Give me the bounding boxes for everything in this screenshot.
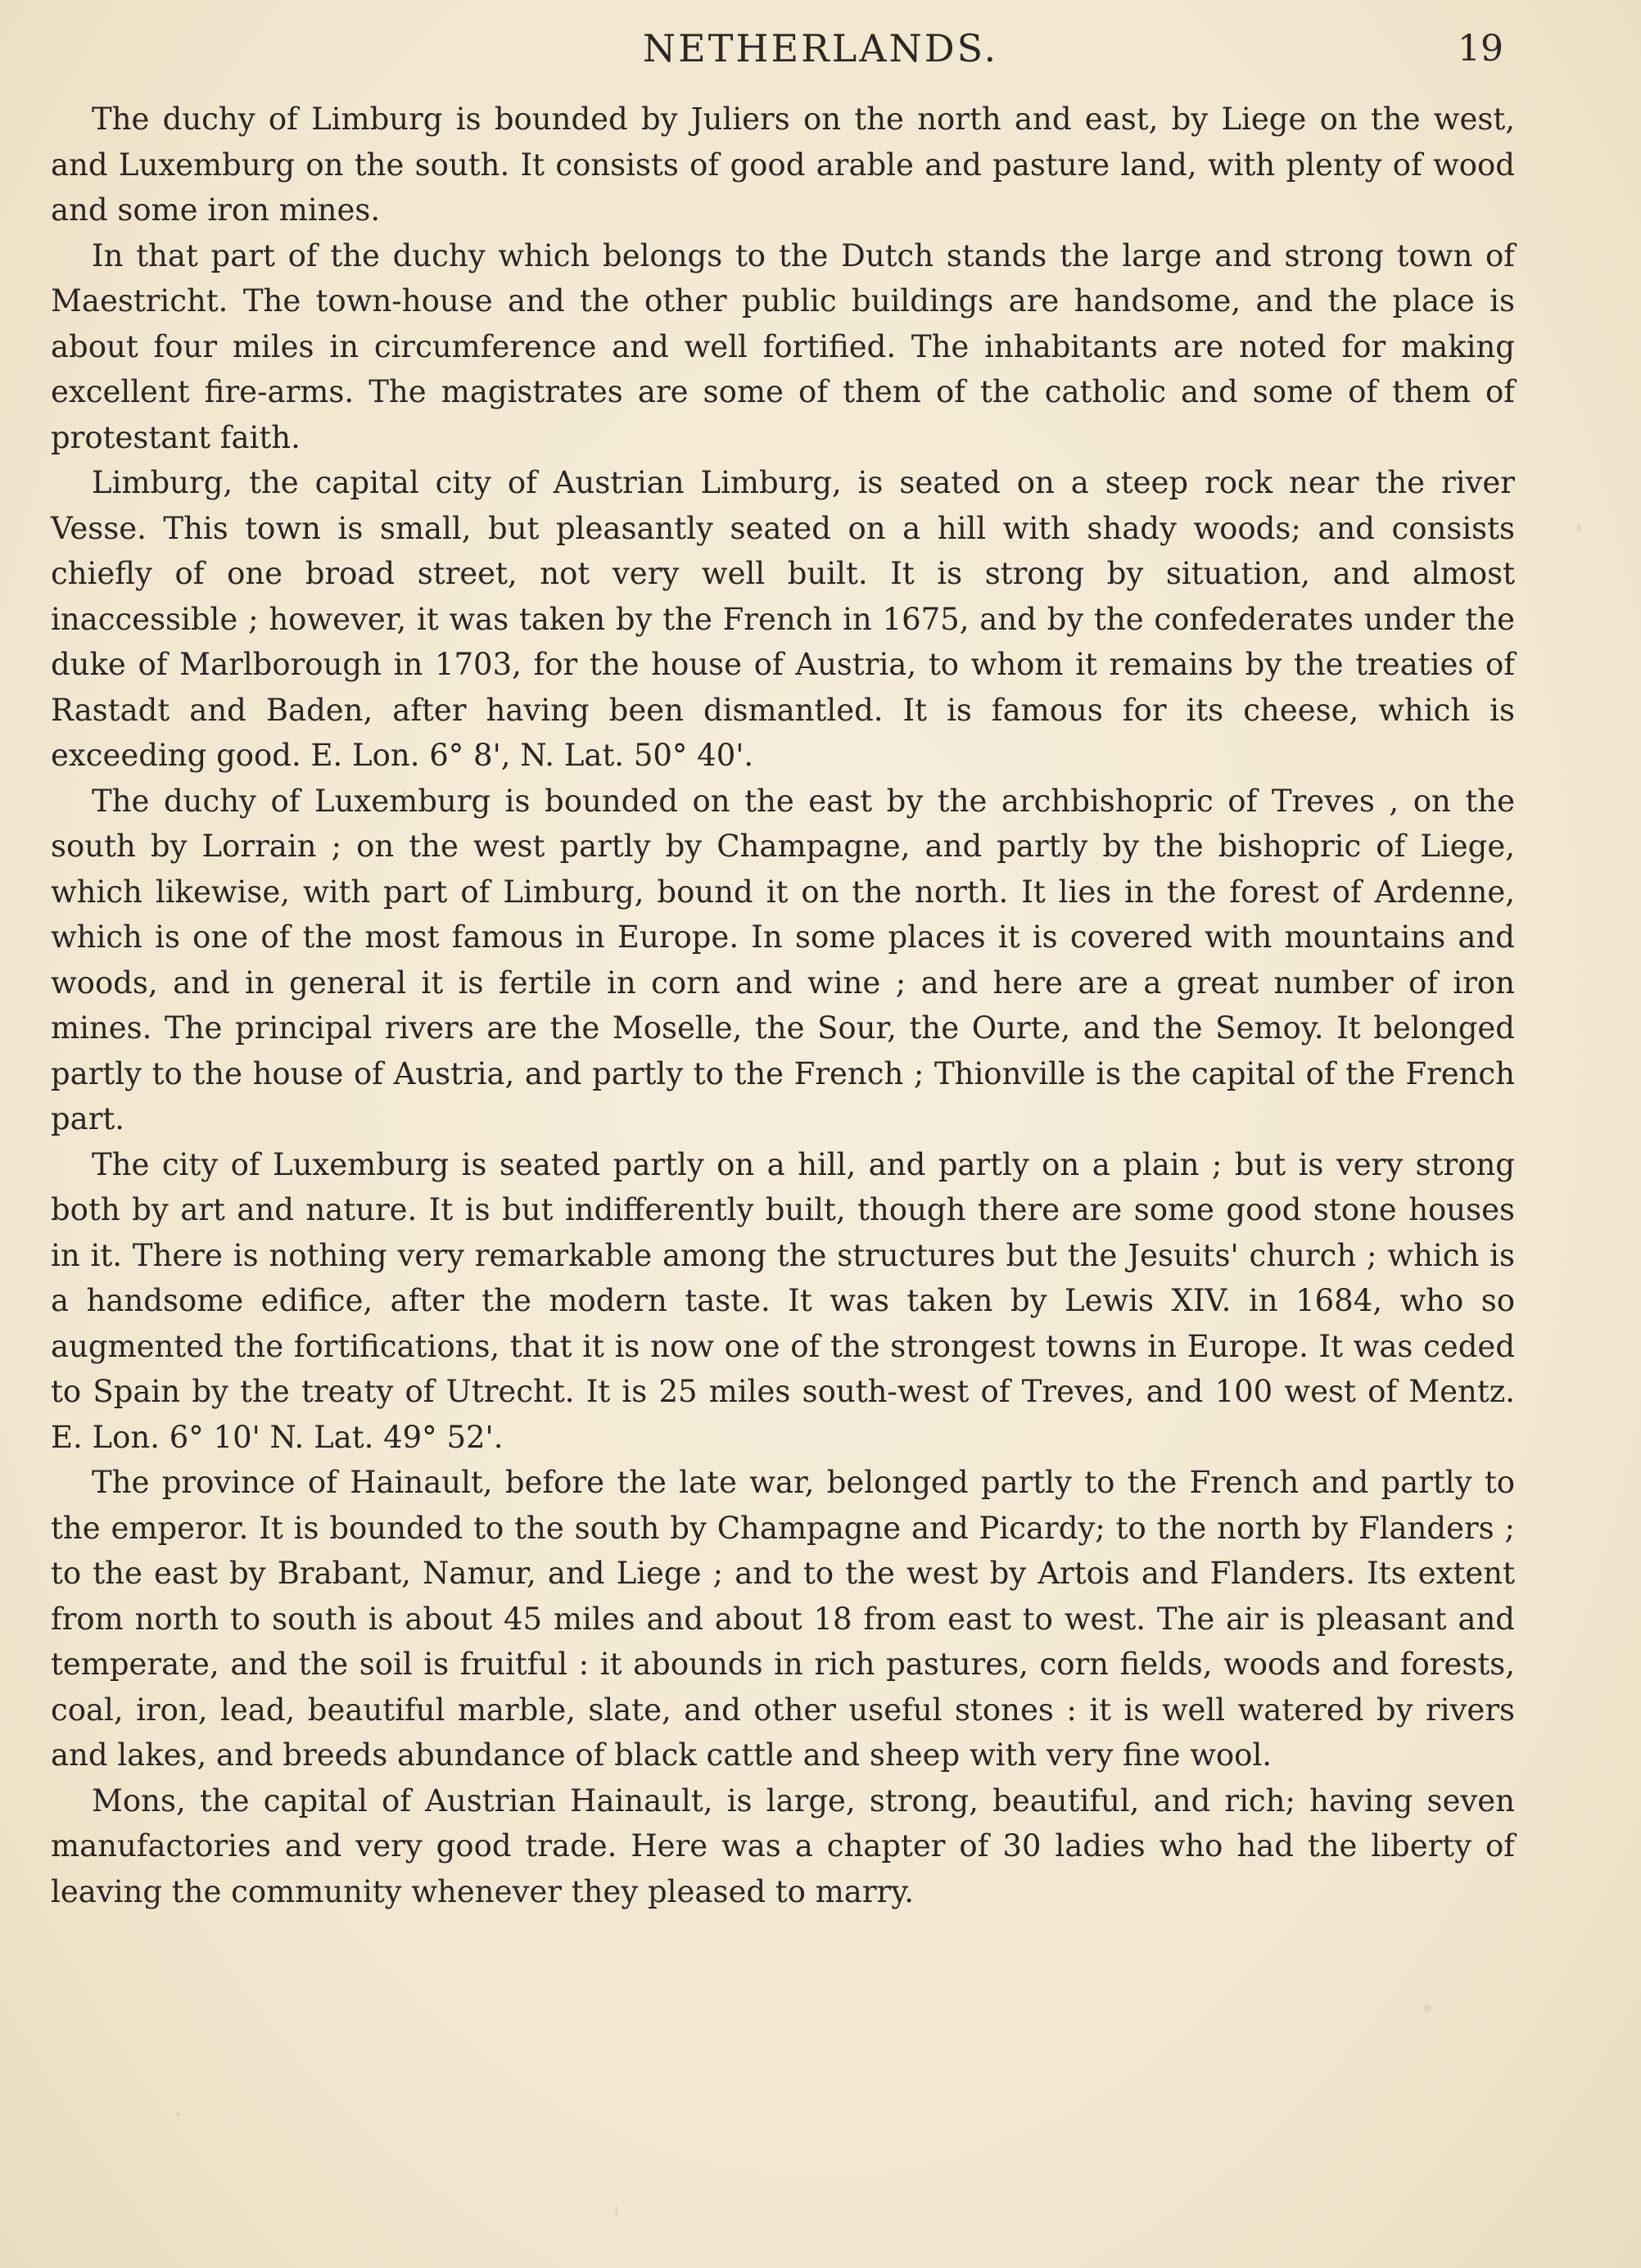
paper-speck [615,2206,618,2216]
page-number: 19 [1458,28,1503,70]
paragraph-luxemburg-duchy: The duchy of Luxemburg is bounded on the east by the archbishopric of Treves , on the south by Lorrain ; on the west partly by Champagne, and partly by the bishopric of Liege, which likewise, with part of Limburg, bound it on the north. It lies in the forest of Ardenne, which is one of the most famous in Europe. In some places it is covered with mountains and woods, and in general it is fertile in corn and wine ; and here are a great number of iron mines. The principal rivers are the Moselle, the Sour, the Ourte, and the Semoy. It belonged partly to the house of Austria, and partly to the French ; Thionville is the capital of the French part. [51,783,1515,1136]
paper-speck [1423,2004,1431,2013]
page-header [0,23,1641,88]
paper-speck [176,2112,180,2117]
paragraph-limburg-duchy: The duchy of Limburg is bounded by Juliers on the north and east, by Liege on the west, and Luxemburg on the south. It consists of good arable and pasture land, with plenty of wood and some iron mines. [51,102,1515,228]
paragraph-hainault: The province of Hainault, before the late war, belonged partly to the French and partly to the emperor. It is bounded to the south by Champagne and Picardy; to the north by Flanders ; to the east by Brabant, Namur, and Liege ; and to the west by Artois and Flanders. Its extent from north to south is about 45 miles and about 18 from east to west. The air is pleasant and temperate, and the soil is fruitful : it abounds in rich pastures, corn fields, woods and forests, coal, iron, lead, beautiful marble, slate, and other useful stones : it is well watered by rivers and lakes, and breeds abundance of black cattle and sheep with very fine wool. [51,1465,1515,1773]
paper-speck [1576,524,1581,532]
paragraph-limburg-city: Limburg, the capital city of Austrian Limburg, is seated on a steep rock near the river Vesse. This town is small, but pleasantly seated on a hill with shady woods; and consists chiefly of one broad street, not very well built. It is strong by situation, and almost inaccessible ; however, it was taken by the French in 1675, and by the confederates under the duke of Marlborough in 1703, for the house of Austria, to whom it remains by the treaties of Rastadt and Baden, after having been dismantled. It is famous for its cheese, which is exceeding good. E. Lon. 6° 8', N. Lat. 50° 40'. [51,465,1515,773]
paragraph-mons: Mons, the capital of Austrian Hainault, is large, strong, beautiful, and rich; having seven manufactories and very good trade. Here was a chapter of 30 ladies who had the liberty of leaving the community whenever they pleased to marry. [51,1782,1515,1909]
running-head: NETHERLANDS. [642,26,999,70]
paragraph-maestricht: In that part of the duchy which belongs to the Dutch stands the large and strong town of Maestricht. The town-house and the other public buildings are handsome, and the place is about four miles in circumference and well fortified. The inhabitants are noted for making excellent fire-arms. The magistrates are some of them of the catholic and some of them of protestant faith. [51,237,1515,455]
paragraph-luxemburg-city: The city of Luxemburg is seated partly on a hill, and partly on a plain ; but is very strong both by art and nature. It is but indifferently built, though there are some good stone houses in it. There is nothing very remarkable among the structures but the Jesuits' church ; which is a handsome edifice, after the modern taste. It was taken by Lewis XIV. in 1684, who so augmented the fortifications, that it is now one of the strongest towns in Europe. It was ceded to Spain by the treaty of Utrecht. It is 25 miles south-west of Treves, and 100 west of Mentz. E. Lon. 6° 10' N. Lat. 49° 52'. [51,1146,1515,1455]
body-text [51,97,1515,1914]
paper-speck [403,790,406,800]
